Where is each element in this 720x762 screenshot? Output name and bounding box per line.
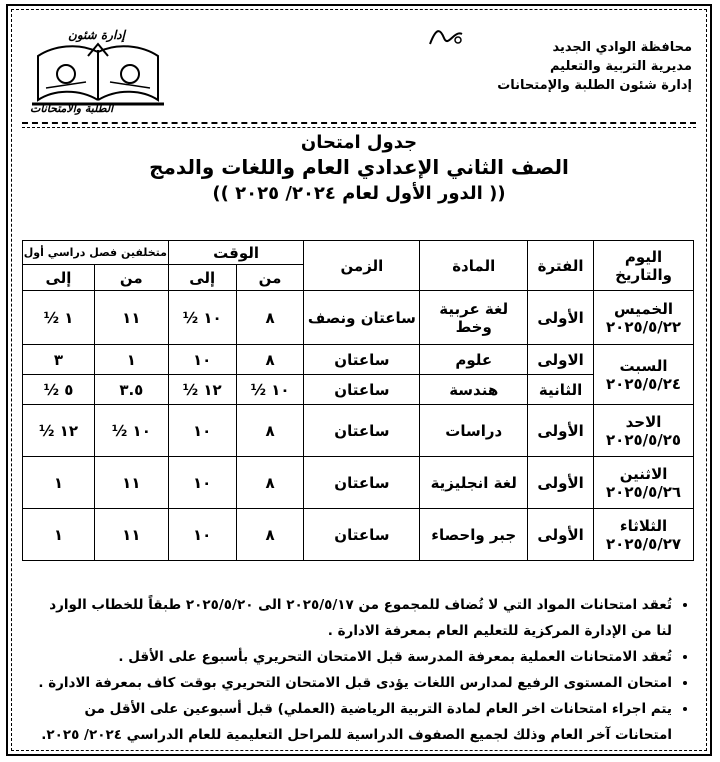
- failed-to-cell: ٥ ½: [23, 375, 95, 405]
- day-label: الخميس: [614, 299, 674, 318]
- time-from-cell: ٨: [236, 457, 304, 509]
- subject-cell: لغة عربية وخط: [420, 291, 528, 345]
- header-subject: المادة: [420, 241, 528, 291]
- failed-from-cell: ١١: [94, 457, 168, 509]
- failed-to-cell: ١٢ ½: [23, 405, 95, 457]
- failed-to-cell: ٣: [23, 345, 95, 375]
- time-from-cell: ٨: [236, 509, 304, 561]
- table-row: [23, 405, 694, 457]
- time-from-cell: ١٠ ½: [236, 375, 304, 405]
- header-divider: [22, 122, 696, 124]
- note-item: • تُعقد امتحانات المواد التي لا تُضاف للمجموع من ٢٠٢٥/٥/١٧ الى ٢٠٢٥/٥/٢٠ طبقاً للخطاب الوارد لنا من الإدارة المركزية للتعليم العام بمعرفة الادارة .: [30, 592, 672, 644]
- time-to-cell: ١٠: [168, 405, 236, 457]
- header-day-date: اليوم والتاريخ: [594, 241, 694, 291]
- time-to-cell: ١٠ ½: [168, 291, 236, 345]
- day-date-cell: [594, 457, 694, 509]
- notes-list: [30, 592, 690, 748]
- failed-to-cell: ١: [23, 509, 95, 561]
- subject-cell: دراسات: [420, 405, 528, 457]
- failed-from-cell: ١١: [94, 509, 168, 561]
- time-from-cell: ٨: [236, 405, 304, 457]
- header-time: الوقت: [168, 241, 304, 265]
- date-label: ٢٠٢٥/٥/٢٥: [606, 430, 682, 449]
- subject-cell: هندسة: [420, 375, 528, 405]
- table-row: [23, 457, 694, 509]
- period-cell: الأولى: [528, 509, 594, 561]
- title-block: [8, 132, 710, 208]
- header-period: الفترة: [528, 241, 594, 291]
- directorate-line: مديرية التربية والتعليم: [549, 59, 692, 74]
- time-from-cell: ٨: [236, 291, 304, 345]
- period-cell: الأولى: [528, 405, 594, 457]
- decorative-squiggle-icon: [428, 26, 464, 48]
- day-date-cell: [594, 345, 694, 405]
- header-failed-from: من: [94, 265, 168, 291]
- period-cell: الأولى: [528, 457, 594, 509]
- period-cell: الأولى: [528, 291, 594, 345]
- day-date-cell: [594, 291, 694, 345]
- time-to-cell: ١٠: [168, 345, 236, 375]
- day-label: السبت: [619, 356, 668, 375]
- failed-from-cell: ٣.٥: [94, 375, 168, 405]
- table-row: [23, 345, 694, 375]
- note-item: • تُعقد الامتحانات العملية بمعرفة المدرسة قبل الامتحان التحريري بأسبوع على الأقل .: [30, 644, 672, 670]
- failed-from-cell: ١: [94, 345, 168, 375]
- session-title: (( الدور الأول لعام ٢٠٢٤/ ٢٠٢٥ )): [212, 183, 506, 204]
- department-logo: [28, 28, 168, 120]
- date-label: ٢٠٢٥/٥/٢٤: [606, 374, 682, 393]
- time-to-cell: ١٠: [168, 509, 236, 561]
- failed-from-cell: ١١: [94, 291, 168, 345]
- exam-schedule-table: [22, 240, 694, 561]
- failed-to-cell: ١ ½: [23, 291, 95, 345]
- duration-cell: ساعتان: [304, 345, 420, 375]
- table-row: [23, 375, 694, 405]
- header-failed-to: إلى: [23, 265, 95, 291]
- logo-top-text: إدارة شئون: [68, 28, 125, 42]
- duration-cell: ساعتان: [304, 405, 420, 457]
- document-header: [8, 6, 710, 126]
- period-cell: الثانية: [528, 375, 594, 405]
- day-label: الثلاثاء: [619, 516, 668, 535]
- day-date-cell: [594, 405, 694, 457]
- notes-section: [30, 592, 690, 748]
- subject-cell: علوم: [420, 345, 528, 375]
- duration-cell: ساعتان: [304, 375, 420, 405]
- day-date-cell: [594, 509, 694, 561]
- header-duration: الزمن: [304, 241, 420, 291]
- time-from-cell: ٨: [236, 345, 304, 375]
- exam-schedule-page: [6, 4, 712, 756]
- subject-cell: جبر واحصاء: [420, 509, 528, 561]
- header-time-from: من: [236, 265, 304, 291]
- logo-bottom-text: الطلبة والامتحانات: [30, 102, 114, 115]
- header-failed-students: متخلفين فصل دراسي أول: [23, 241, 169, 265]
- date-label: ٢٠٢٥/٥/٢٧: [606, 534, 682, 553]
- duration-cell: ساعتان ونصف: [304, 291, 420, 345]
- organization-block: [497, 38, 692, 95]
- time-to-cell: ١٠: [168, 457, 236, 509]
- day-label: الاحد: [625, 412, 662, 431]
- schedule-title: جدول امتحان: [300, 132, 418, 153]
- failed-to-cell: ١: [23, 457, 95, 509]
- duration-cell: ساعتان: [304, 509, 420, 561]
- grade-title: الصف الثاني الإعدادي العام واللغات والدمج: [149, 155, 569, 179]
- subject-cell: لغة انجليزية: [420, 457, 528, 509]
- department-line: إدارة شئون الطلبة والإمتحانات: [497, 78, 692, 93]
- date-label: ٢٠٢٥/٥/٢٦: [606, 482, 682, 501]
- note-item: • يتم اجراء امتحانات اخر العام لمادة التربية الرياضية (العملي) قبل أسبوعين على الأقل من امتحانات آخر العام وذلك لجميع الصفوف الدراسية للمراحل التعليمية للعام الدراسي ٢٠٢٤/ ٢٠٢٥.: [30, 696, 672, 748]
- table-row: [23, 291, 694, 345]
- table-row: [23, 509, 694, 561]
- time-to-cell: ١٢ ½: [168, 375, 236, 405]
- day-label: الاثنين: [619, 464, 668, 483]
- header-time-to: إلى: [168, 265, 236, 291]
- period-cell: الاولى: [528, 345, 594, 375]
- date-label: ٢٠٢٥/٥/٢٢: [606, 317, 682, 336]
- note-item: • امتحان المستوى الرفيع لمدارس اللغات يؤدى قبل الامتحان التحريري بوقت كاف بمعرفة الادارة .: [30, 670, 672, 696]
- governorate-line: محافظة الوادي الجديد: [552, 40, 692, 55]
- header-divider-secondary: [22, 127, 696, 128]
- failed-from-cell: ١٠ ½: [94, 405, 168, 457]
- duration-cell: ساعتان: [304, 457, 420, 509]
